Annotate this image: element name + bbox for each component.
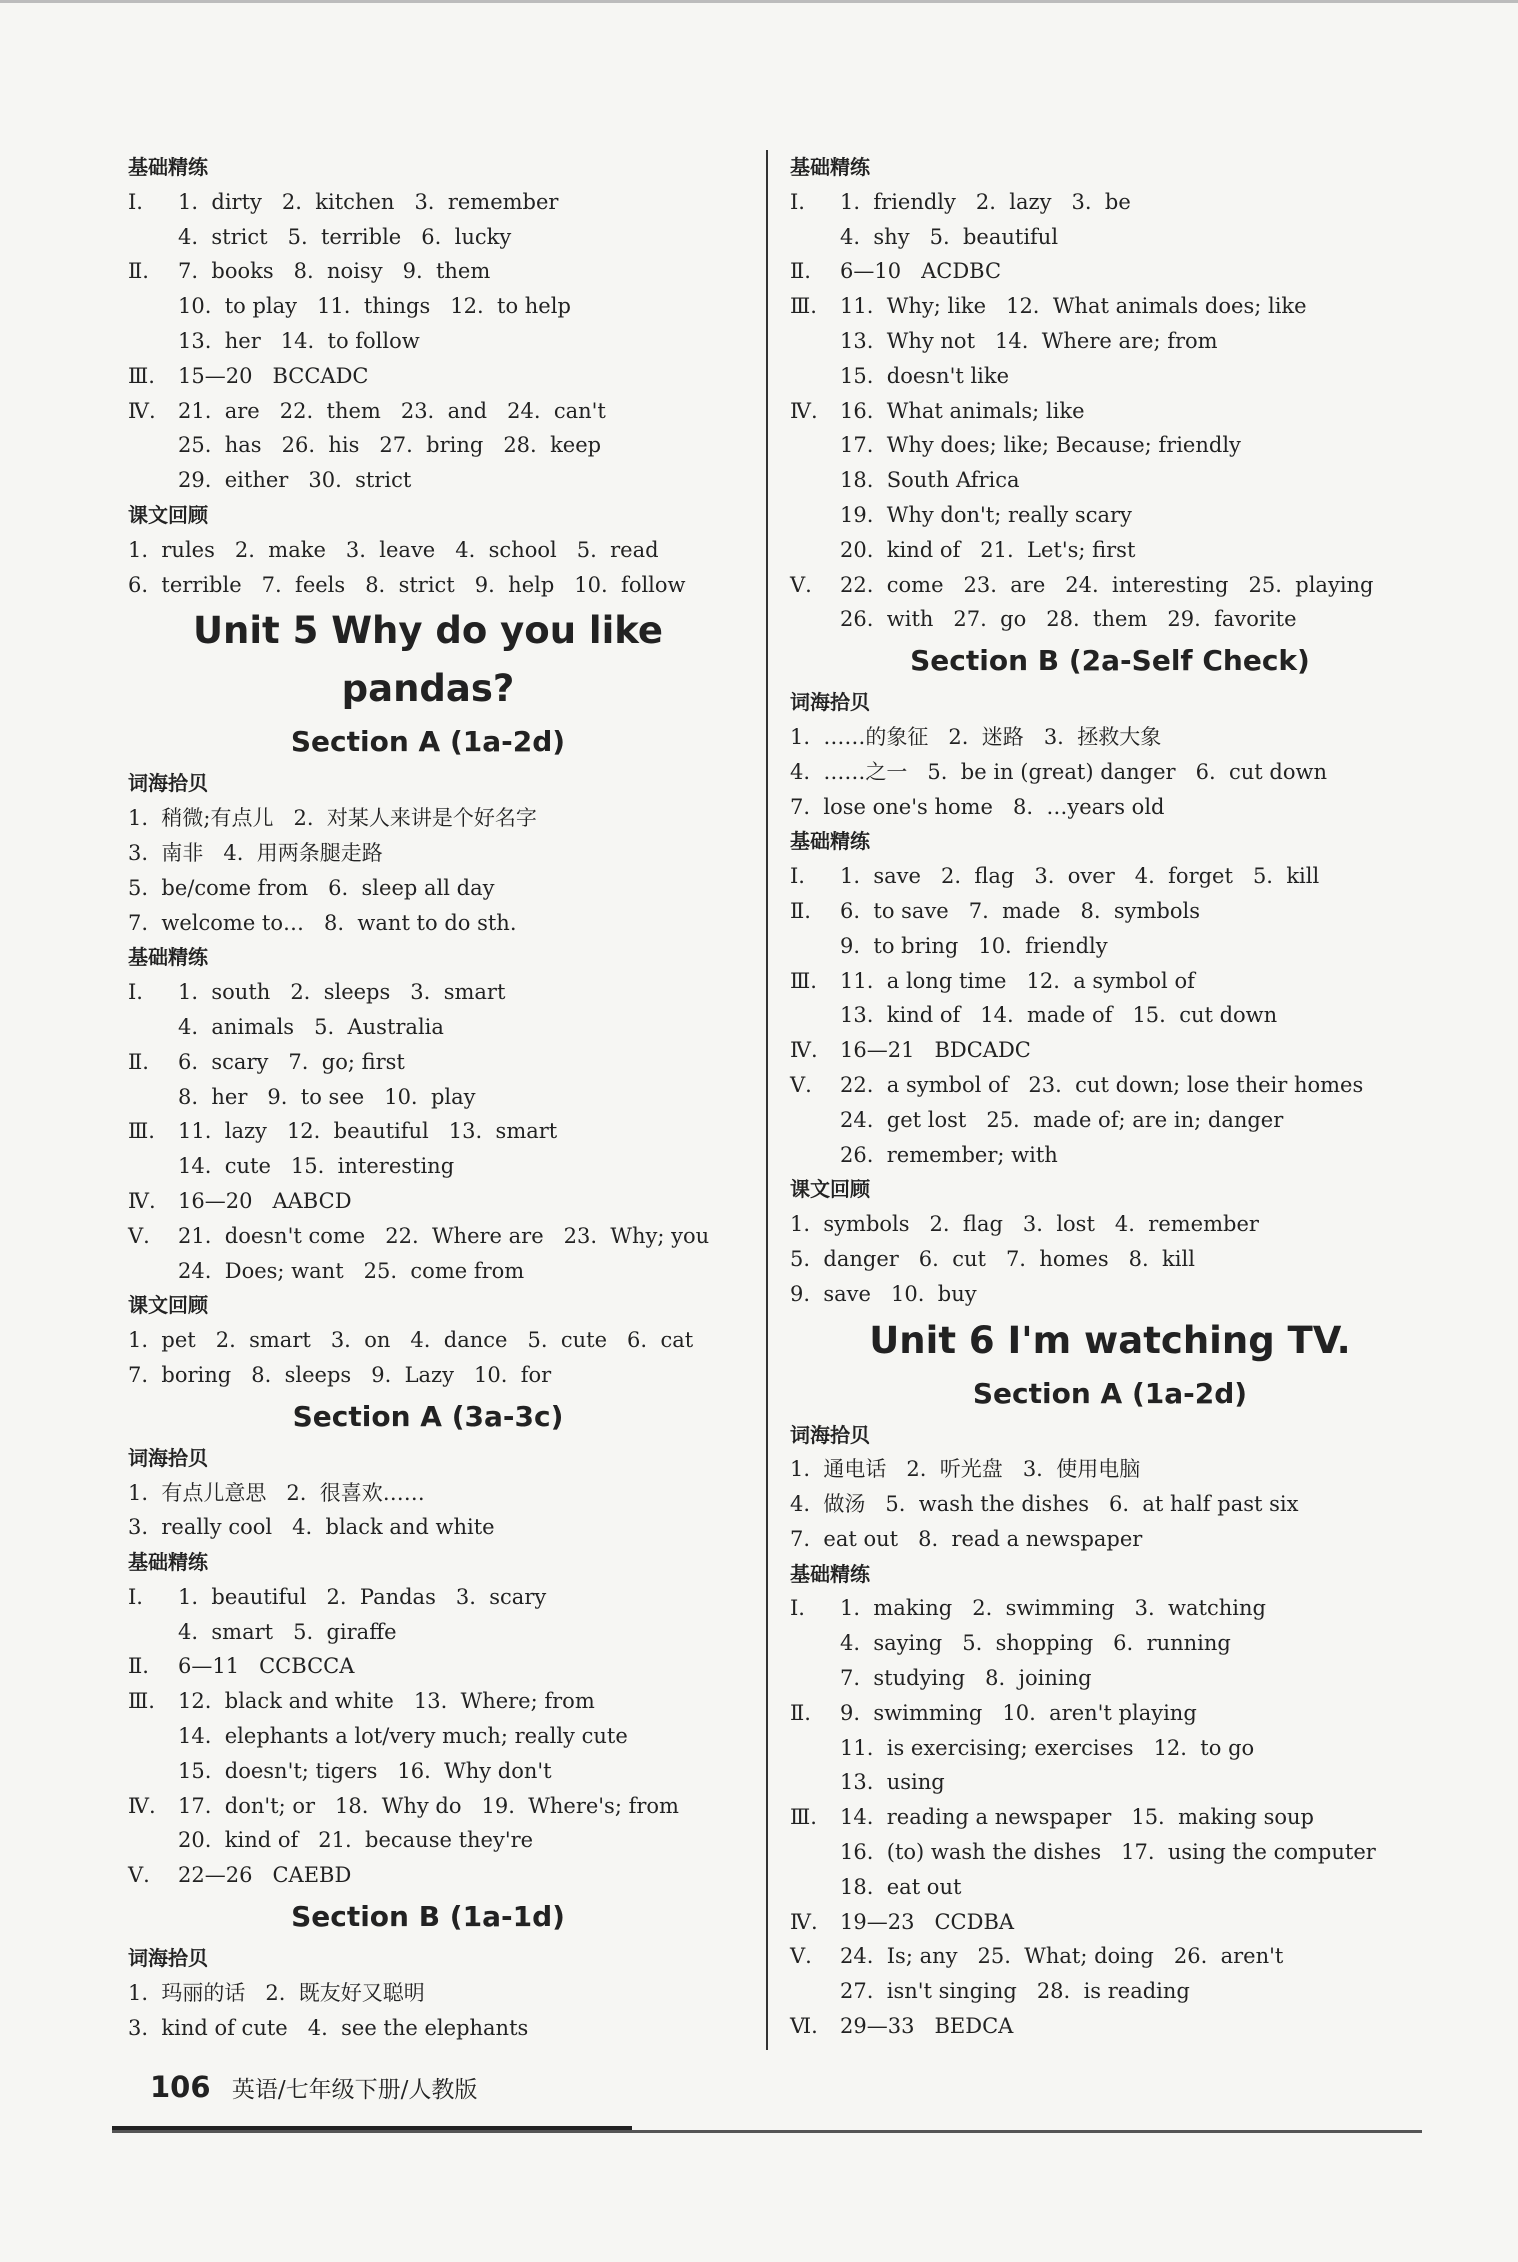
answer-text: 16. (to) wash the dishes 17. using the computer	[840, 1840, 1376, 1865]
roman-numeral: Ⅲ.	[128, 1689, 155, 1714]
subsection-heading: 词海拾贝	[128, 771, 208, 796]
answer-text: 26. with 27. go 28. them 29. favorite	[840, 607, 1297, 632]
answer-line	[790, 1974, 1430, 2009]
answer-line	[790, 1800, 1430, 1835]
top-rule	[0, 0, 1518, 3]
answer-line	[128, 324, 728, 359]
roman-numeral: Ⅴ.	[790, 1072, 812, 1097]
answer-text: 13. Why not 14. Where are; from	[840, 328, 1218, 353]
answer-line	[128, 1476, 728, 1511]
answer-text: 7. eat out 8. read a newspaper	[790, 1526, 1143, 1551]
answer-text: 6. to save 7. made 8. symbols	[840, 898, 1200, 923]
answer-text: 1. 通电话 2. 听光盘 3. 使用电脑	[790, 1457, 1141, 1482]
answer-line	[128, 1789, 728, 1824]
answer-text: 20. kind of 21. because they're	[178, 1828, 534, 1853]
answer-line	[790, 998, 1430, 1033]
roman-numeral: Ⅳ.	[128, 398, 156, 423]
answer-line	[790, 720, 1430, 755]
book-label: 英语/七年级下册/人教版	[231, 2077, 478, 2103]
subsection-heading: 词海拾贝	[790, 690, 870, 715]
answer-line	[790, 1068, 1430, 1103]
roman-numeral: Ⅲ.	[790, 294, 817, 319]
answer-text: 1. 有点儿意思 2. 很喜欢……	[128, 1480, 425, 1505]
answer-text: 5. danger 6. cut 7. homes 8. kill	[790, 1246, 1195, 1271]
answer-line	[128, 359, 728, 394]
answer-line	[790, 1626, 1430, 1661]
answer-text: 7. studying 8. joining	[840, 1666, 1092, 1691]
answer-text: 1. 玛丽的话 2. 既友好又聪明	[128, 1980, 425, 2005]
answer-text: 4. strict 5. terrible 6. lucky	[178, 224, 512, 249]
answer-text: 21. doesn't come 22. Where are 23. Why; you	[178, 1223, 710, 1248]
answer-line	[790, 533, 1430, 568]
answer-text: 14. cute 15. interesting	[178, 1154, 455, 1179]
answer-text: 1. making 2. swimming 3. watching	[840, 1596, 1266, 1621]
answer-line	[128, 1184, 728, 1219]
answer-text: 24. get lost 25. made of; are in; danger	[840, 1107, 1284, 1132]
answer-text: 15. doesn't like	[840, 363, 1010, 388]
answer-text: 7. welcome to… 8. want to do sth.	[128, 910, 517, 935]
answer-text: 1. save 2. flag 3. over 4. forget 5. kill	[840, 864, 1320, 889]
answer-text: 1. rules 2. make 3. leave 4. school 5. read	[128, 537, 659, 562]
subsection-heading: 基础精练	[128, 1550, 208, 1575]
section-title: Section B (1a-1d)	[291, 1900, 565, 1934]
answer-line	[790, 1207, 1430, 1242]
answer-text: 7. boring 8. sleeps 9. Lazy 10. for	[128, 1362, 552, 1387]
answer-text: 16—21 BDCADC	[840, 1038, 1031, 1063]
subsection-heading: 课文回顾	[128, 1293, 208, 1318]
page-number: 106	[150, 2070, 211, 2104]
answer-text: 1. ……的象征 2. 迷路 3. 拯救大象	[790, 724, 1162, 749]
answer-text: 4. ……之一 5. be in (great) danger 6. cut down	[790, 759, 1327, 784]
answer-line	[128, 1580, 728, 1615]
roman-numeral: Ⅳ.	[128, 1188, 156, 1213]
answer-text: 3. kind of cute 4. see the elephants	[128, 2015, 529, 2040]
roman-numeral: Ⅱ.	[790, 898, 811, 923]
answer-line	[790, 1591, 1430, 1626]
answer-text: 29—33 BEDCA	[840, 2014, 1014, 2039]
answer-text: 1. south 2. sleeps 3. smart	[178, 980, 506, 1005]
answer-text: 8. her 9. to see 10. play	[178, 1084, 476, 1109]
answer-line	[790, 185, 1430, 220]
answer-text: 26. remember; with	[840, 1142, 1058, 1167]
roman-numeral: Ⅱ.	[790, 1700, 811, 1725]
answer-line	[128, 220, 728, 255]
roman-numeral: Ⅴ.	[128, 1863, 150, 1888]
answer-text: 4. shy 5. beautiful	[840, 224, 1059, 249]
answer-line	[128, 1114, 728, 1149]
answer-line	[128, 254, 728, 289]
answer-line	[128, 185, 728, 220]
answer-text: 6—10 ACDBC	[840, 259, 1002, 284]
roman-numeral: Ⅰ.	[128, 980, 143, 1005]
answer-line	[128, 463, 728, 498]
roman-numeral: Ⅵ.	[790, 2014, 818, 2039]
answer-line	[128, 1219, 728, 1254]
answer-text: 15. doesn't; tigers 16. Why don't	[178, 1758, 552, 1783]
subsection-heading: 词海拾贝	[128, 1946, 208, 1971]
answer-text: 13. her 14. to follow	[178, 328, 420, 353]
answer-text: 4. smart 5. giraffe	[178, 1619, 397, 1644]
answer-line	[790, 220, 1430, 255]
answer-line	[128, 394, 728, 429]
answer-line	[790, 1905, 1430, 1940]
answer-line	[128, 975, 728, 1010]
answer-line	[128, 568, 728, 603]
answer-text: 7. books 8. noisy 9. them	[178, 259, 491, 284]
answer-line	[128, 836, 728, 871]
answer-text: 6. terrible 7. feels 8. strict 9. help 10. follow	[128, 572, 686, 597]
answer-line	[128, 1754, 728, 1789]
roman-numeral: Ⅱ.	[128, 1049, 149, 1074]
answer-text: 4. saying 5. shopping 6. running	[840, 1631, 1231, 1656]
roman-numeral: Ⅲ.	[790, 1805, 817, 1830]
answer-text: 22—26 CAEBD	[178, 1863, 352, 1888]
subsection-heading: 词海拾贝	[790, 1422, 870, 1447]
answer-line	[790, 1696, 1430, 1731]
answer-line	[128, 801, 728, 836]
answer-line	[128, 1510, 728, 1545]
subsection-heading: 基础精练	[790, 1561, 870, 1586]
answer-line	[128, 1823, 728, 1858]
section-title: Section A (1a-2d)	[290, 725, 566, 759]
answer-line	[790, 498, 1430, 533]
answer-line	[790, 1277, 1430, 1312]
answer-line	[128, 1323, 728, 1358]
answer-text: 4. 做汤 5. wash the dishes 6. at half past six	[790, 1492, 1299, 1517]
column-divider	[766, 150, 768, 2050]
left-column	[128, 150, 728, 2045]
answer-line	[128, 1358, 728, 1393]
answer-text: 17. don't; or 18. Why do 19. Where's; from	[178, 1793, 679, 1818]
answer-text: 27. isn't singing 28. is reading	[840, 1979, 1190, 2004]
answer-line	[790, 929, 1430, 964]
answer-text: 24. Is; any 25. What; doing 26. aren't	[840, 1944, 1284, 1969]
answer-text: 6. scary 7. go; first	[178, 1049, 405, 1074]
answer-text: 20. kind of 21. Let's; first	[840, 537, 1136, 562]
answer-text: 9. to bring 10. friendly	[840, 933, 1108, 958]
roman-numeral: Ⅳ.	[128, 1793, 156, 1818]
answer-line	[790, 1452, 1430, 1487]
answer-line	[128, 1149, 728, 1184]
roman-numeral: Ⅰ.	[790, 1596, 805, 1621]
subsection-heading: 课文回顾	[128, 502, 208, 527]
answer-text: 6—11 CCBCCA	[178, 1654, 355, 1679]
roman-numeral: Ⅴ.	[128, 1223, 150, 1248]
answer-text: 12. black and white 13. Where; from	[178, 1689, 595, 1714]
answer-line	[790, 568, 1430, 603]
answer-text: 22. a symbol of 23. cut down; lose their homes	[840, 1072, 1364, 1097]
answer-line	[790, 463, 1430, 498]
answer-text: 4. animals 5. Australia	[178, 1014, 444, 1039]
answer-line	[790, 755, 1430, 790]
answer-line	[790, 1661, 1430, 1696]
answer-text: 24. Does; want 25. come from	[178, 1258, 525, 1283]
answer-text: 13. kind of 14. made of 15. cut down	[840, 1003, 1278, 1028]
answer-text: 18. South Africa	[840, 468, 1020, 493]
answer-line	[790, 359, 1430, 394]
answer-line	[790, 1103, 1430, 1138]
unit-title: pandas?	[341, 667, 515, 711]
footer-rule	[112, 2130, 1422, 2133]
unit-title: Unit 6 I'm watching TV.	[869, 1318, 1351, 1362]
answer-line	[790, 964, 1430, 999]
roman-numeral: Ⅲ.	[790, 968, 817, 993]
answer-text: 1. beautiful 2. Pandas 3. scary	[178, 1584, 547, 1609]
answer-line	[128, 1858, 728, 1893]
answer-line	[128, 1254, 728, 1289]
answer-line	[790, 1487, 1430, 1522]
answer-text: 13. using	[840, 1770, 945, 1795]
roman-numeral: Ⅳ.	[790, 1038, 818, 1063]
answer-text: 10. to play 11. things 12. to help	[178, 294, 571, 319]
answer-text: 1. 稍微;有点儿 2. 对某人来讲是个好名字	[128, 806, 537, 831]
roman-numeral: Ⅲ.	[128, 1119, 155, 1144]
answer-text: 21. are 22. them 23. and 24. can't	[178, 398, 606, 423]
subsection-heading: 基础精练	[128, 945, 208, 970]
answer-line	[128, 1976, 728, 2011]
answer-text: 3. really cool 4. black and white	[128, 1515, 495, 1540]
roman-numeral: Ⅰ.	[790, 189, 805, 214]
answer-line	[790, 428, 1430, 463]
answer-line	[790, 894, 1430, 929]
answer-line	[128, 1010, 728, 1045]
answer-line	[128, 1615, 728, 1650]
answer-line	[128, 1684, 728, 1719]
roman-numeral: Ⅱ.	[128, 259, 149, 284]
roman-numeral: Ⅴ.	[790, 1944, 812, 1969]
answer-line	[128, 428, 728, 463]
subsection-heading: 基础精练	[128, 155, 208, 179]
right-column	[790, 150, 1430, 2044]
answer-line	[128, 906, 728, 941]
roman-numeral: Ⅳ.	[790, 398, 818, 423]
answer-line	[128, 1719, 728, 1754]
answer-line	[128, 871, 728, 906]
answer-text: 1. pet 2. smart 3. on 4. dance 5. cute 6. cat	[128, 1328, 694, 1353]
answer-text: 16. What animals; like	[840, 398, 1085, 423]
answer-line	[790, 2009, 1430, 2044]
subsection-heading: 基础精练	[790, 155, 870, 179]
answer-text: 1. friendly 2. lazy 3. be	[840, 189, 1131, 214]
answer-text: 16—20 AABCD	[178, 1188, 352, 1213]
answer-text: 25. has 26. his 27. bring 28. keep	[178, 433, 602, 458]
answer-line	[128, 289, 728, 324]
answer-text: 29. either 30. strict	[178, 468, 412, 493]
answer-line	[790, 859, 1430, 894]
answer-text: 3. 南非 4. 用两条腿走路	[128, 840, 383, 865]
answer-line	[790, 602, 1430, 637]
answer-text: 5. be/come from 6. sleep all day	[128, 875, 495, 900]
answer-line	[790, 1731, 1430, 1766]
roman-numeral: Ⅰ.	[128, 1584, 143, 1609]
unit-title: Unit 5 Why do you like	[192, 609, 664, 653]
answer-text: 18. eat out	[840, 1874, 962, 1899]
answer-text: 14. reading a newspaper 15. making soup	[840, 1805, 1314, 1830]
answer-line	[790, 790, 1430, 825]
answer-text: 15—20 BCCADC	[178, 363, 369, 388]
roman-numeral: Ⅱ.	[128, 1654, 149, 1679]
answer-line	[790, 394, 1430, 429]
roman-numeral: Ⅳ.	[790, 1909, 818, 1934]
answer-line	[128, 2011, 728, 2046]
roman-numeral: Ⅰ.	[790, 864, 805, 889]
answer-text: 22. come 23. are 24. interesting 25. playing	[840, 572, 1374, 597]
answer-line	[128, 1649, 728, 1684]
roman-numeral: Ⅲ.	[128, 363, 155, 388]
answer-text: 1. symbols 2. flag 3. lost 4. remember	[790, 1212, 1259, 1237]
subsection-heading: 词海拾贝	[128, 1445, 208, 1470]
answer-line	[128, 533, 728, 568]
answer-line	[790, 254, 1430, 289]
answer-text: 11. is exercising; exercises 12. to go	[840, 1735, 1255, 1760]
answer-text: 11. lazy 12. beautiful 13. smart	[178, 1119, 558, 1144]
section-title: Section B (2a-Self Check)	[910, 644, 1310, 678]
answer-text: 19. Why don't; really scary	[840, 502, 1132, 527]
answer-line	[790, 1835, 1430, 1870]
answer-text: 1. dirty 2. kitchen 3. remember	[178, 189, 559, 214]
answer-line	[128, 1080, 728, 1115]
answer-text: 9. save 10. buy	[790, 1281, 977, 1306]
answer-line	[790, 1242, 1430, 1277]
roman-numeral: Ⅴ.	[790, 572, 812, 597]
answer-line	[790, 1765, 1430, 1800]
answer-line	[790, 1870, 1430, 1905]
answer-text: 7. lose one's home 8. …years old	[790, 794, 1165, 819]
answer-text: 14. elephants a lot/very much; really cute	[178, 1724, 628, 1749]
subsection-heading: 课文回顾	[790, 1177, 870, 1202]
answer-line	[128, 1045, 728, 1080]
answer-line	[790, 1033, 1430, 1068]
section-title: Section A (1a-2d)	[972, 1376, 1248, 1410]
answer-text: 17. Why does; like; Because; friendly	[840, 433, 1241, 458]
subsection-heading: 基础精练	[790, 829, 870, 854]
answer-text: 11. Why; like 12. What animals does; like	[840, 294, 1307, 319]
section-title: Section A (3a-3c)	[292, 1399, 564, 1433]
answer-line	[790, 1138, 1430, 1173]
answer-line	[790, 289, 1430, 324]
answer-text: 19—23 CCDBA	[840, 1909, 1015, 1934]
answer-line	[790, 1522, 1430, 1557]
answer-text: 11. a long time 12. a symbol of	[840, 968, 1195, 993]
answer-line	[790, 324, 1430, 359]
answer-text: 9. swimming 10. aren't playing	[840, 1700, 1197, 1725]
page-footer	[150, 2070, 477, 2104]
roman-numeral: Ⅰ.	[128, 189, 143, 214]
roman-numeral: Ⅱ.	[790, 259, 811, 284]
answer-line	[790, 1939, 1430, 1974]
